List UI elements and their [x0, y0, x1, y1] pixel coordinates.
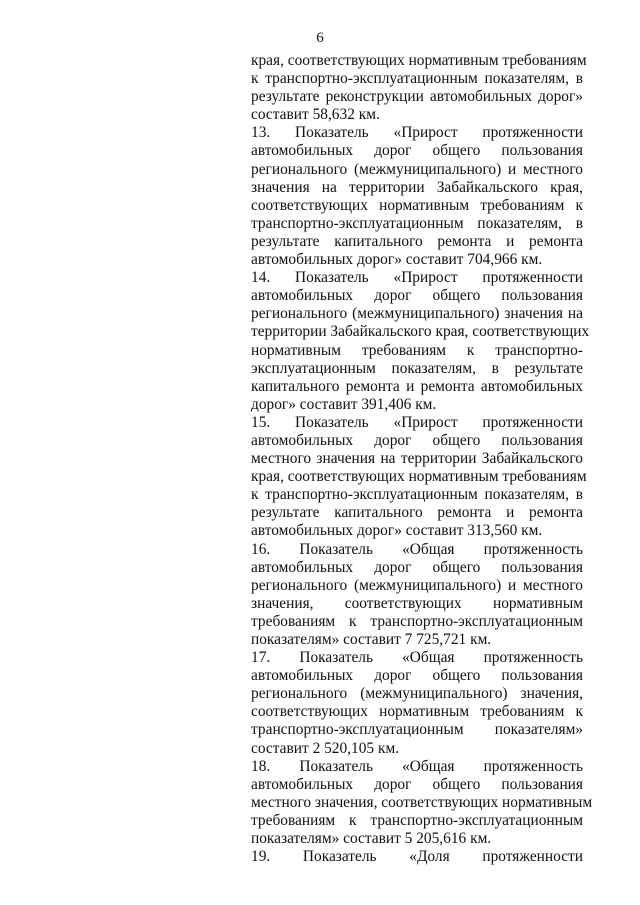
text-line: местного значения, соответствующих нормативным	[251, 793, 593, 811]
text-line: территории Забайкальского края, соответствующих	[251, 323, 590, 341]
text-line: 13. Показатель «Прирост протяженности	[251, 124, 583, 142]
text-line: транспортно-эксплуатационным показателям, в	[251, 214, 583, 232]
paragraph-7	[251, 757, 593, 848]
text-line: 16. Показатель «Общая протяженность	[251, 540, 583, 558]
paragraph-1	[251, 52, 587, 124]
text-line: капитального ремонта и ремонта автомобильных	[251, 377, 583, 395]
text-line: нормативным требованиям к транспортно-	[251, 341, 583, 359]
text-line: требованиям к транспортно-эксплуатационным	[251, 811, 583, 829]
text-line: транспортно-эксплуатационным показателям»	[251, 721, 583, 739]
page-number: 6	[316, 30, 324, 46]
text-line: автомобильных дорог общего пользования	[251, 142, 583, 160]
text-line: автомобильных дорог общего пользования	[251, 431, 583, 449]
text-line: требованиям к транспортно-эксплуатационным	[251, 612, 583, 630]
text-line: 19. Показатель «Доля протяженности	[251, 848, 583, 866]
text-line: результате реконструкции автомобильных дорог»	[251, 88, 583, 106]
text-line: автомобильных дорог общего пользования	[251, 667, 583, 685]
paragraph-4	[251, 413, 587, 541]
text-line: результате капитального ремонта и ремонта	[251, 504, 583, 522]
text-line: регионального (межмуниципального) значения на	[251, 305, 583, 323]
paragraph-3	[251, 269, 590, 414]
text-line: регионального (межмуниципального) значения,	[251, 685, 583, 703]
text-line: значения на территории Забайкальского края,	[251, 178, 583, 196]
text-line: результате капитального ремонта и ремонта	[251, 232, 583, 250]
text-line: дорог» составит 391,406 км.	[251, 395, 437, 413]
text-line: составит 58,632 км.	[251, 106, 380, 124]
paragraph-8	[251, 848, 583, 866]
text-line: автомобильных дорог» составит 313,560 км.	[251, 522, 543, 540]
text-line: показателям» составит 7 725,721 км.	[251, 631, 492, 648]
text-line: автомобильных дорог общего пользования	[251, 287, 583, 305]
paragraph-6	[251, 649, 583, 758]
paragraph-5	[251, 541, 583, 650]
text-line: 17. Показатель «Общая протяженность	[251, 649, 583, 667]
text-line: соответствующих нормативным требованиям к	[251, 196, 583, 214]
text-line: автомобильных дорог» составит 704,966 км.	[251, 251, 543, 269]
text-line: автомобильных дорог общего пользования	[251, 558, 583, 576]
text-line: эксплуатационным показателям, в результате	[251, 359, 583, 377]
text-line: края, соответствующих нормативным требованиям	[251, 52, 587, 69]
text-line: к транспортно-эксплуатационным показателям, в	[251, 70, 583, 88]
text-line: составит 2 520,105 км.	[251, 739, 400, 757]
text-line: регионального (межмуниципального) и местного	[251, 576, 583, 594]
text-line: местного значения на территории Забайкальского	[251, 450, 583, 468]
text-line: 15. Показатель «Прирост протяженности	[251, 413, 583, 431]
paragraph-2	[251, 124, 583, 269]
text-line: 14. Показатель «Прирост протяженности	[251, 269, 583, 287]
text-column	[251, 52, 593, 866]
text-line: 18. Показатель «Общая протяженность	[251, 757, 583, 775]
text-line: края, соответствующих нормативным требованиям	[251, 468, 587, 486]
text-line: соответствующих нормативным требованиям к	[251, 703, 583, 721]
text-line: автомобильных дорог общего пользования	[251, 775, 583, 793]
text-line: показателям» составит 5 205,616 км.	[251, 830, 492, 848]
text-line: значения, соответствующих нормативным	[251, 594, 583, 612]
text-line: к транспортно-эксплуатационным показателям, в	[251, 486, 583, 504]
text-line: регионального (межмуниципального) и местного	[251, 160, 583, 178]
